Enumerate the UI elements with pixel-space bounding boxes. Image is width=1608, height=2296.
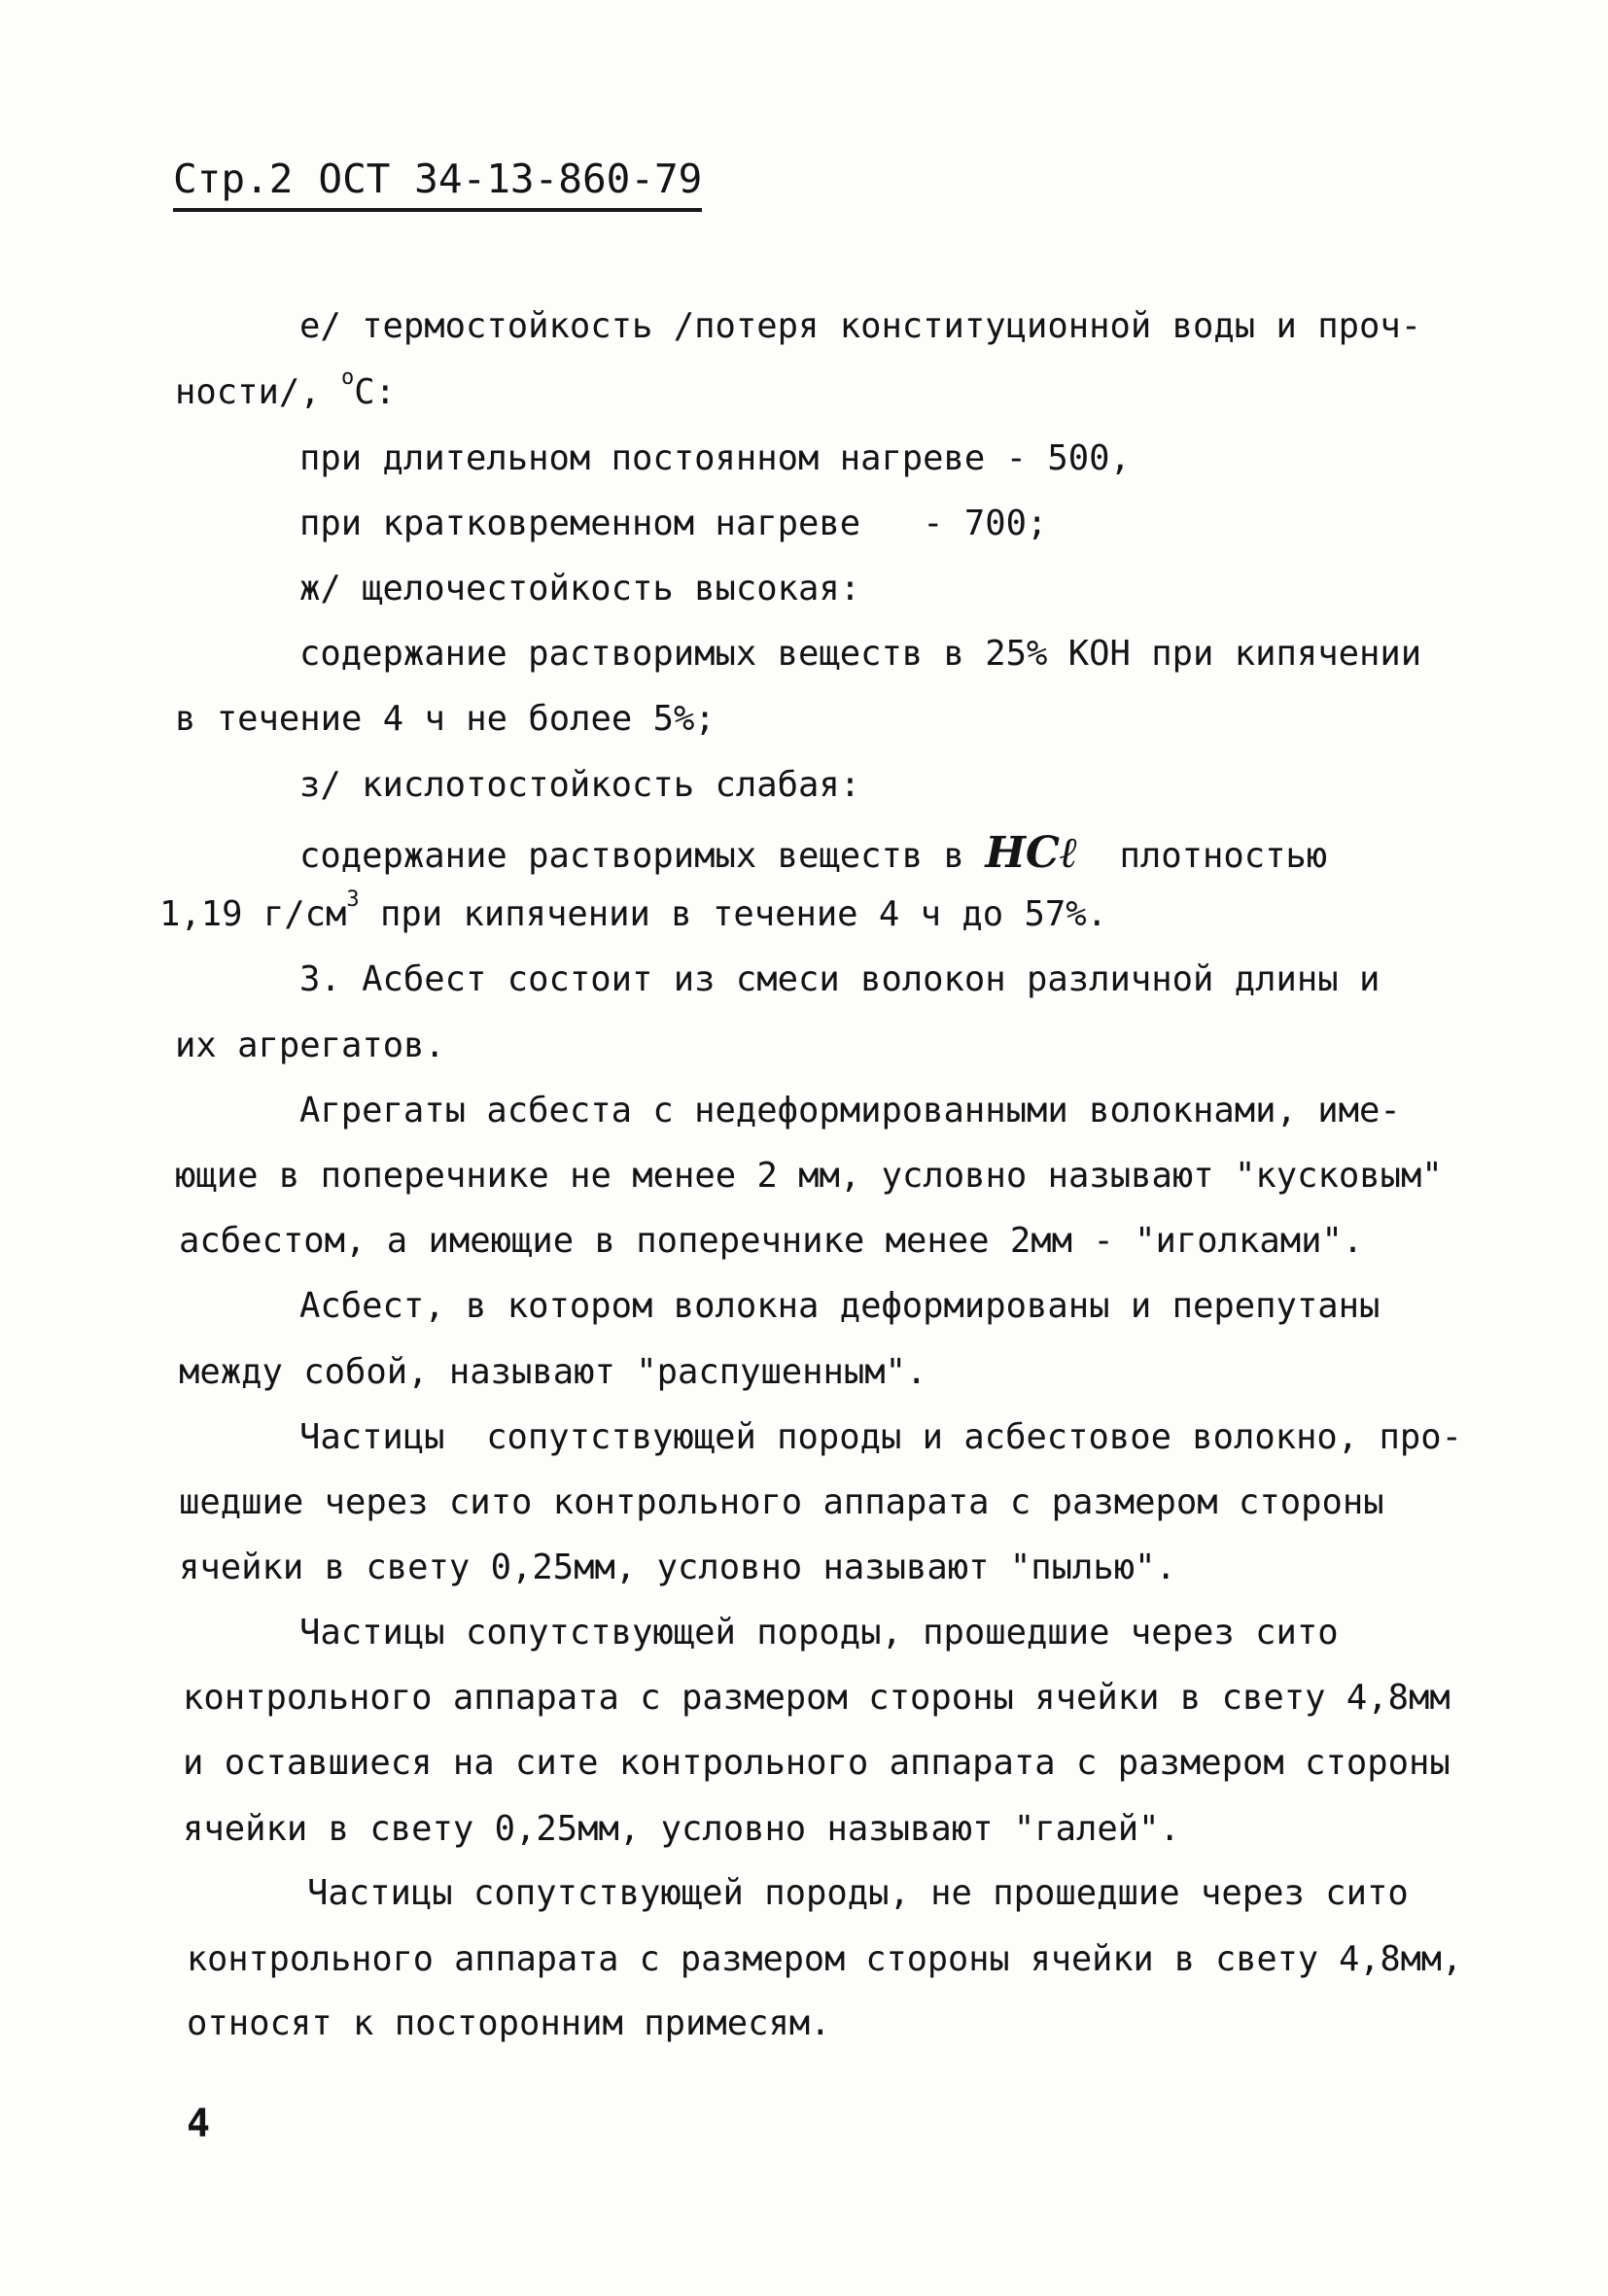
text-line: ячейки в свету 0,25мм, условно называют "галей". <box>183 1809 1180 1849</box>
standard-code: ОСТ 34-13-860-79 <box>318 156 703 202</box>
text-line: Частицы сопутствующей породы, прошедшие через сито <box>299 1613 1339 1652</box>
cube-superscript: 3 <box>346 887 360 913</box>
text-line: содержание растворимых веществ в HCℓ плотностью <box>299 828 1328 878</box>
text-line: при длительном постоянном нагреве - 500, <box>299 438 1131 478</box>
text-line: и оставшиеся на сите контрольного аппарата с размером стороны <box>183 1743 1451 1783</box>
text-line: в течение 4 ч не более 5%; <box>175 699 716 739</box>
text-line: ж/ щелочестойкость высокая: <box>299 569 861 609</box>
text-line: между собой, называют "распушенным". <box>179 1352 927 1392</box>
text-line: з/ кислотостойкость слабая: <box>299 765 861 805</box>
text-line: Асбест, в котором волокна деформированы и перепутаны <box>299 1286 1381 1326</box>
text-line: шедшие через сито контрольного аппарата с размером стороны <box>179 1482 1384 1522</box>
page-label: Стр.2 <box>173 156 294 202</box>
text-line: Агрегаты асбеста с недеформированными волокнами, име- <box>299 1091 1401 1131</box>
text-line: содержание растворимых веществ в 25% КОН при кипячении <box>299 634 1422 674</box>
text-line: их агрегатов. <box>175 1026 445 1065</box>
text-line: 1,19 $г/см^3$ при кипячении в течение 4 ч до 57%. <box>159 887 1108 934</box>
text-line: контрольного аппарата с размером стороны ячейки в свету 4,8мм, <box>187 1939 1463 1979</box>
text-line: Частицы сопутствующей породы, не прошедшие через сито <box>307 1873 1409 1913</box>
page-number: 4 <box>187 2102 211 2146</box>
text-line: 3. Асбест состоит из смеси волокон различной длины и <box>299 959 1381 999</box>
degree-superscript: о <box>341 365 355 391</box>
text-line: ющие в поперечнике не менее 2 мм, условно называют "кусковым" <box>175 1156 1443 1196</box>
text-line: относят к посторонним примесям. <box>187 2003 831 2043</box>
text-line: при кратковременном нагреве - 700; <box>299 504 1048 543</box>
degree-unit: С: <box>354 372 396 412</box>
page-header <box>173 156 702 212</box>
text-line: е/ термостойкость /потеря конституционной воды и проч- <box>299 306 1422 346</box>
chemical-formula: HCℓ <box>985 828 1078 878</box>
text-line: асбестом, а имеющие в поперечнике менее 2мм - "иголками". <box>179 1221 1364 1261</box>
text-line: ячейки в свету 0,25мм, условно называют "пылью". <box>179 1548 1176 1587</box>
text-line: Частицы сопутствующей породы и асбестовое волокно, про- <box>299 1417 1462 1457</box>
text-line: ности/, $^о$С: <box>175 365 396 412</box>
text-line: контрольного аппарата с размером стороны ячейки в свету 4,8мм <box>183 1678 1451 1718</box>
